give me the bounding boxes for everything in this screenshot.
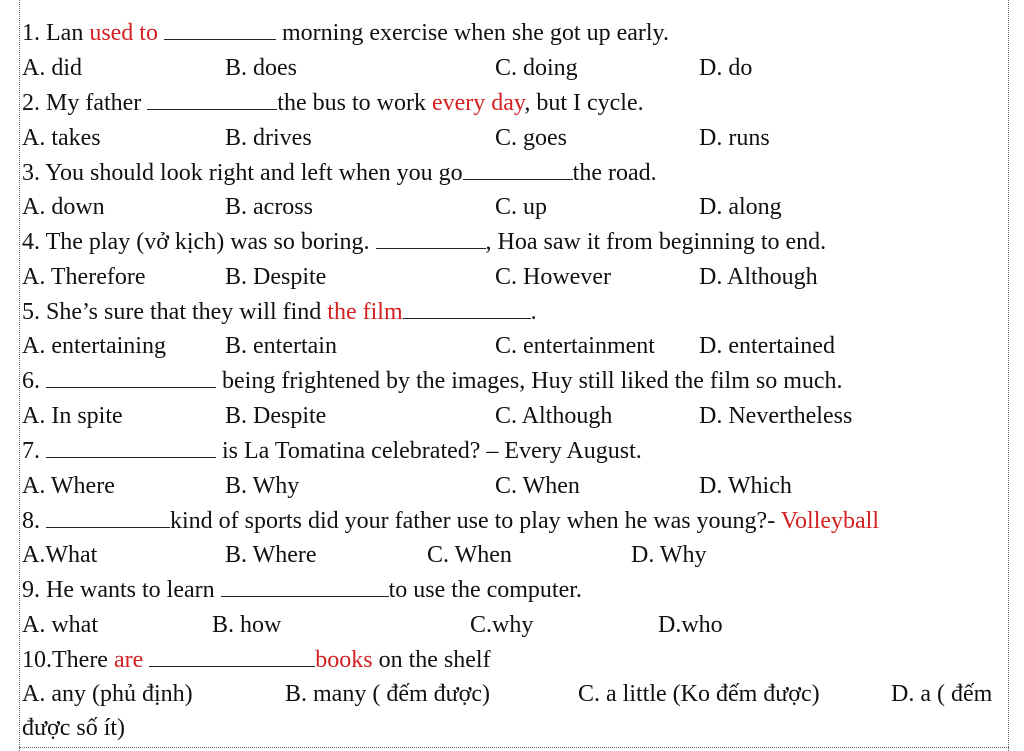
- options-2: [22, 121, 1002, 155]
- question-6: 6. being frightened by the images, Huy still liked the film so much.: [22, 364, 843, 398]
- answer-blank: [164, 17, 276, 40]
- option-a: A. Where: [22, 473, 115, 499]
- option-b: B. Despite: [225, 264, 327, 290]
- option-b: B. Where: [225, 542, 317, 568]
- option-c: C. When: [495, 473, 580, 499]
- option-d: D. do: [699, 55, 753, 81]
- answer-blank: [46, 505, 170, 528]
- option-a: A. In spite: [22, 403, 123, 429]
- answer-blank: [147, 87, 277, 110]
- highlight-text: books: [315, 647, 373, 673]
- options-4: [22, 260, 1002, 294]
- option-c: C. However: [495, 264, 611, 290]
- highlight-text: are: [113, 647, 144, 673]
- options-8: [22, 538, 1002, 572]
- question-4: 4. The play (vở kịch) was so boring. , Hoa saw it from beginning to end.: [22, 225, 826, 259]
- option-b: B. drives: [225, 125, 312, 151]
- option-b: B. Despite: [225, 403, 327, 429]
- answer-blank: [403, 296, 531, 319]
- option-d: D. entertained: [699, 333, 835, 359]
- answer-blank: [221, 574, 389, 597]
- question-1: 1. Lan used to morning exercise when she got up early.: [22, 16, 669, 50]
- option-c: C. Although: [495, 403, 613, 429]
- option-b: B. Why: [225, 473, 300, 499]
- option-a: A.What: [22, 542, 98, 568]
- frame-border-bottom: [19, 747, 1009, 748]
- option-d: D.who: [658, 612, 723, 638]
- option-d: D. along: [699, 194, 782, 220]
- question-2: 2. My father the bus to work every day, but I cycle.: [22, 86, 644, 120]
- options-5: [22, 329, 1002, 363]
- highlight-text: every day: [431, 90, 525, 116]
- answer-blank: [46, 365, 216, 388]
- option-d: D. a ( đếm: [891, 681, 993, 707]
- answer-blank: [149, 644, 315, 667]
- option-a: A. what: [22, 612, 98, 638]
- option-b: B. many ( đếm được): [285, 681, 490, 707]
- question-5: 5. She’s sure that they will find the film .: [22, 295, 537, 329]
- options-9: [22, 608, 1002, 642]
- option-c: C. entertainment: [495, 333, 655, 359]
- option-a: A. down: [22, 194, 105, 220]
- answer-blank: [376, 226, 486, 249]
- option-a: A. any (phủ định): [22, 681, 193, 707]
- option-c: C. doing: [495, 55, 578, 81]
- option-a: A. did: [22, 55, 82, 81]
- option-d: D. Although: [699, 264, 818, 290]
- question-10: 10.There are books on the shelf: [22, 643, 491, 677]
- option-b: B. across: [225, 194, 313, 220]
- option-a: A. takes: [22, 125, 101, 151]
- options-1: [22, 51, 1002, 85]
- option-c: C. a little (Ko đếm được): [578, 681, 820, 707]
- question-7: 7. is La Tomatina celebrated? – Every August.: [22, 434, 642, 468]
- option-d-continued: được số ít): [22, 715, 126, 741]
- option-b: B. does: [225, 55, 297, 81]
- option-d: D. runs: [699, 125, 770, 151]
- option-d: D. Why: [631, 542, 707, 568]
- options-6: [22, 399, 1002, 433]
- options-7: [22, 469, 1002, 503]
- option-a: A. Therefore: [22, 264, 146, 290]
- frame-border-left: [19, 0, 20, 751]
- option-d: D. Nevertheless: [699, 403, 853, 429]
- question-3: 3. You should look right and left when you go the road.: [22, 156, 657, 190]
- highlight-text: used to: [89, 20, 158, 46]
- option-b: B. how: [212, 612, 282, 638]
- option-a: A. entertaining: [22, 333, 166, 359]
- answer-blank: [463, 157, 573, 180]
- option-c: C. up: [495, 194, 548, 220]
- answer-blank: [46, 435, 216, 458]
- options-3: [22, 190, 1002, 224]
- highlight-text: the film: [327, 299, 403, 325]
- option-b: B. entertain: [225, 333, 337, 359]
- option-c: C. goes: [495, 125, 567, 151]
- option-c: C.why: [470, 612, 534, 638]
- options-10-wrap: [22, 711, 125, 745]
- frame-border-right: [1008, 0, 1009, 751]
- option-c: C. When: [427, 542, 512, 568]
- option-d: D. Which: [699, 473, 792, 499]
- highlight-text: Volleyball: [780, 508, 879, 534]
- question-8: 8. kind of sports did your father use to play when he was young?- Volleyball: [22, 504, 1006, 538]
- options-10: [22, 677, 1006, 711]
- question-9: 9. He wants to learn to use the computer.: [22, 573, 582, 607]
